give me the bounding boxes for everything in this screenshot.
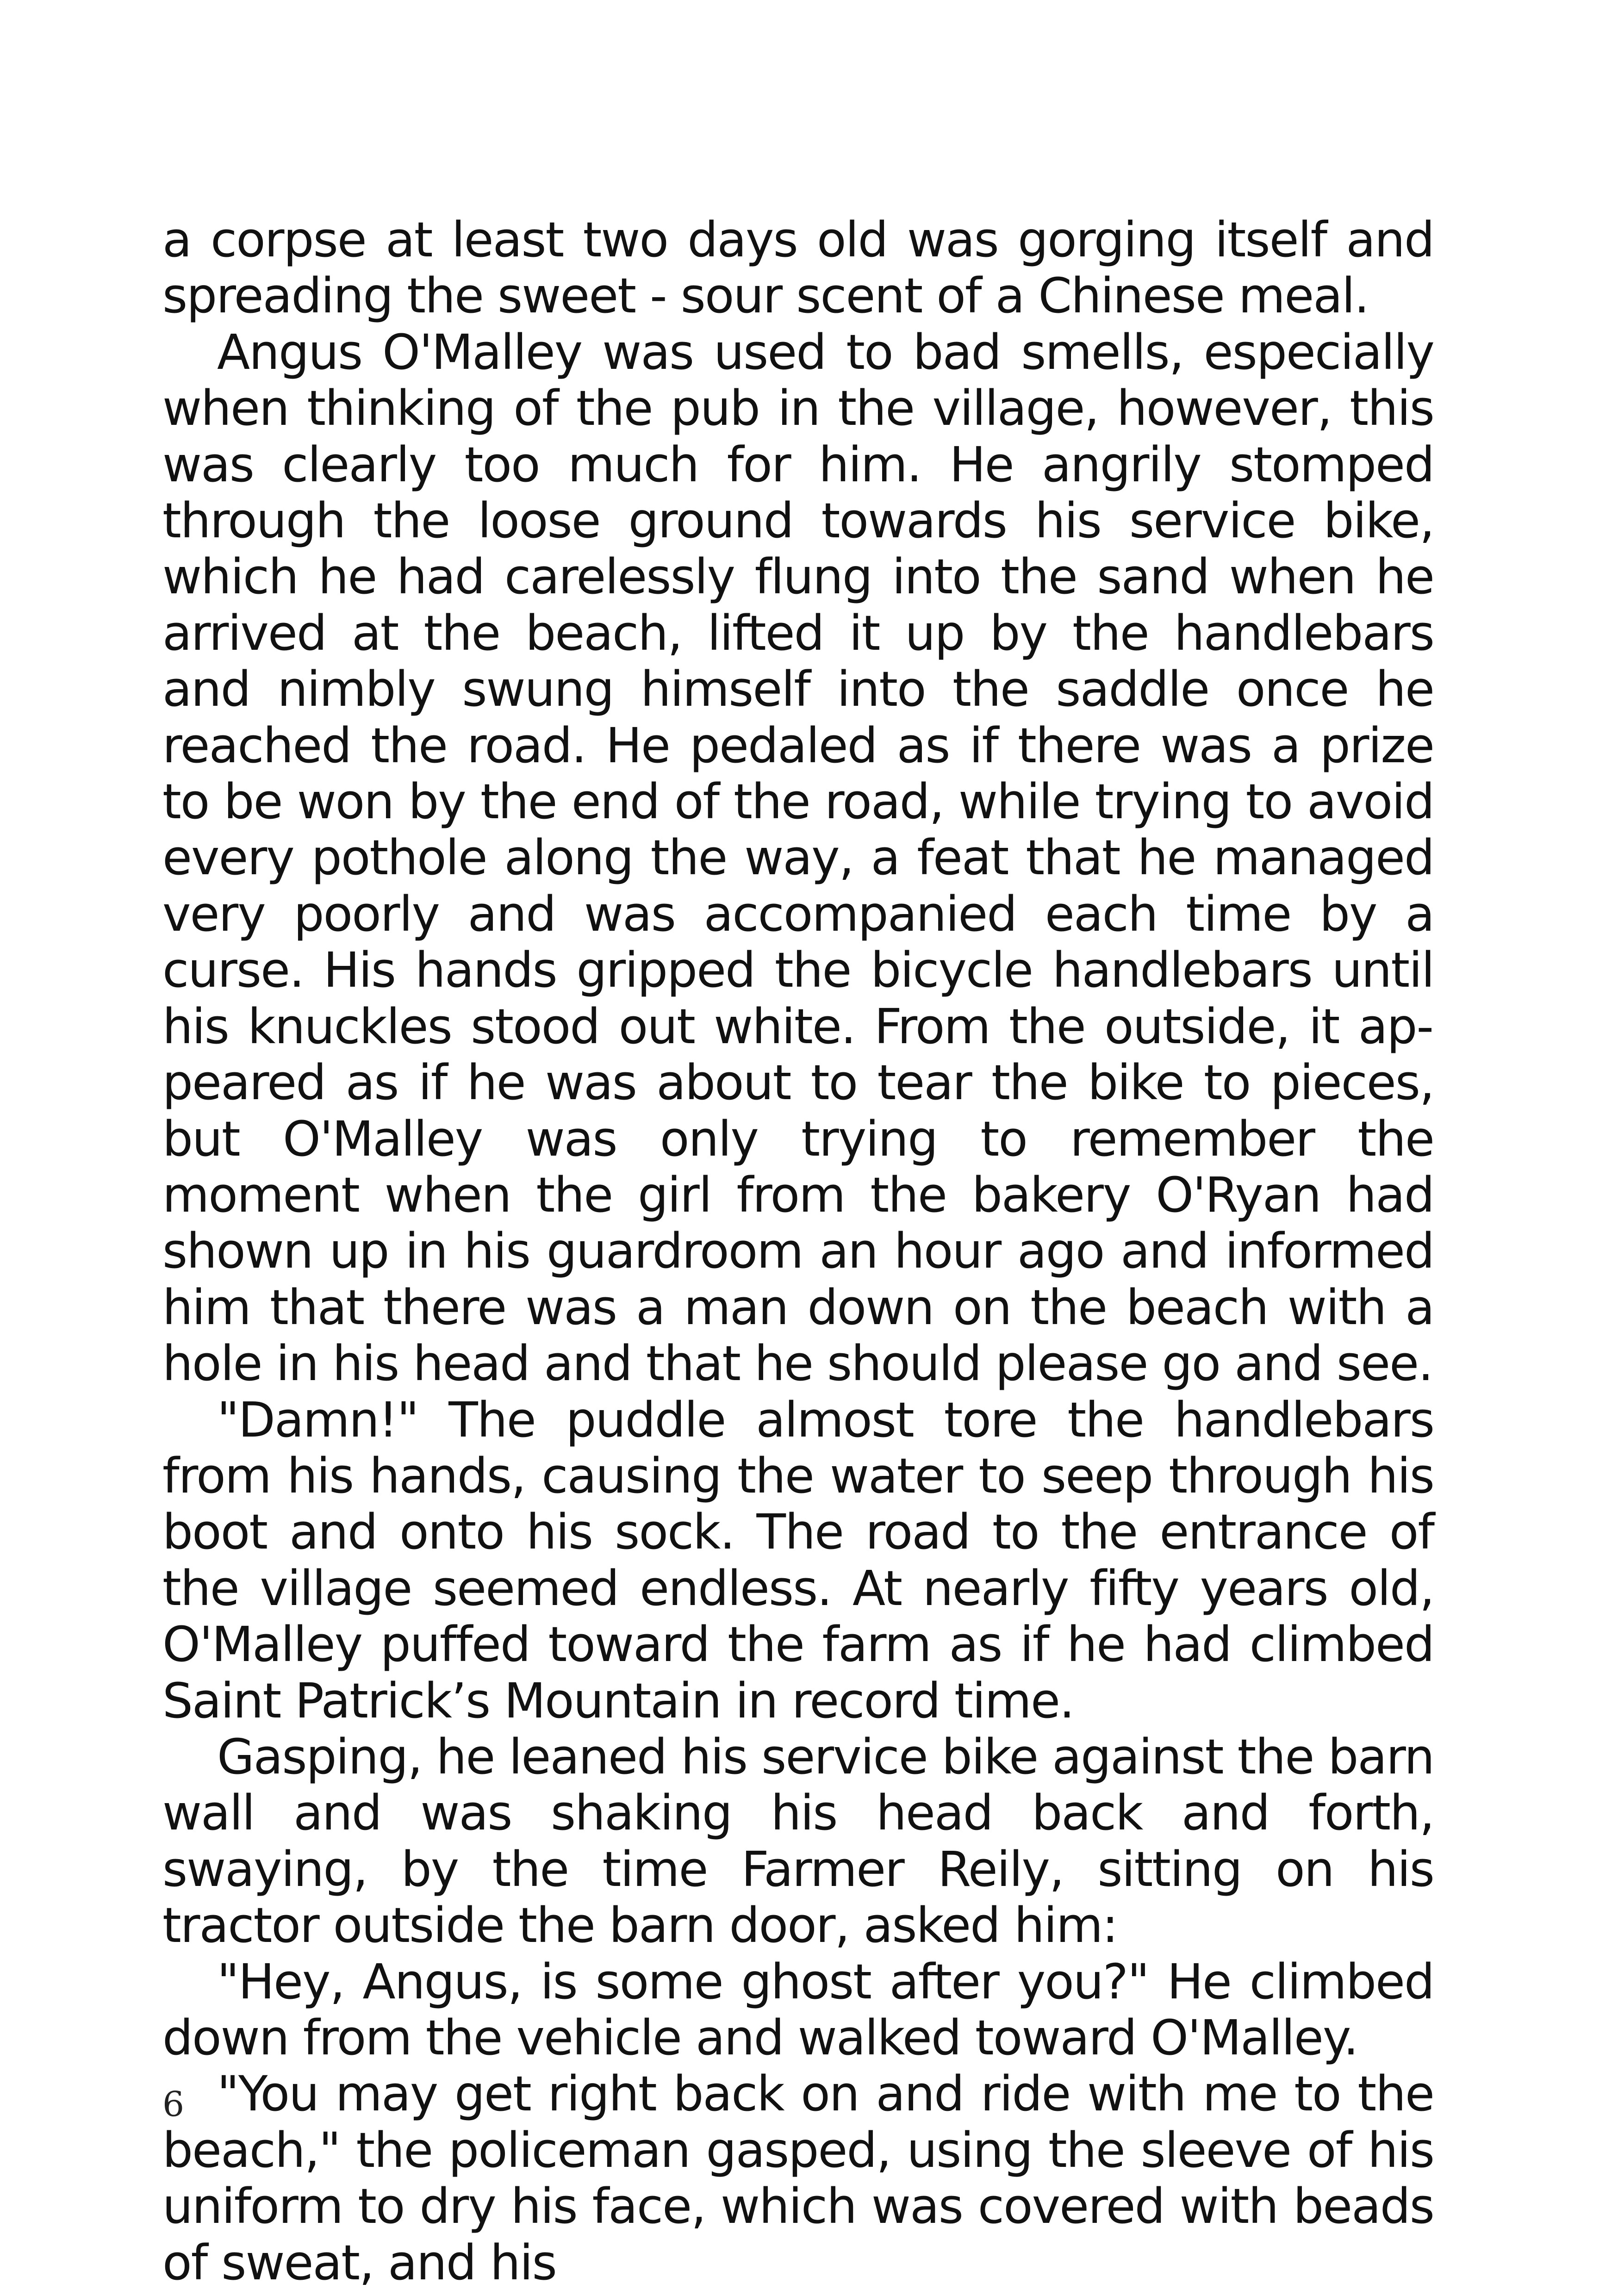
page-number: 6 xyxy=(162,2084,185,2124)
paragraph-gasping: Gasping, he leaned his service bike against the barn wall and was shaking his head back and forth, swaying, by the time Farmer Reily, sitting on his tractor outside the barn door, asked him: xyxy=(162,1728,1434,1954)
paragraph-ride-with-me: "You may get right back on and ride with me to the beach," the policeman gasped, using the sleeve of his uniform to dry his face, which was covered with beads of sweat, and his xyxy=(162,2066,1434,2291)
body-text xyxy=(162,212,1434,2291)
paragraph-hey-angus: "Hey, Angus, is some ghost after you?" He climbed down from the vehicle and walked toward O'Malley. xyxy=(162,1953,1434,2066)
paragraph-damn: "Damn!" The puddle almost tore the handlebars from his hands, causing the water to seep through his boot and onto his sock. The road to the entrance of the village seemed endless. At nearly fifty years old, O'Malley puffed toward the farm as if he had climbed Saint Patrick’s Mountain in record time. xyxy=(162,1391,1434,1729)
paragraph-angus-omalley: Angus O'Malley was used to bad smells, especially when thinking of the pub in the village, however, this was clearly too much for him. He angrily stomped through the loose ground towards his service bike, which he had carelessly flung into the sand when he arrived at the beach, lifted it up by the handlebars and nimbly swung himself into the saddle once he reached the road. He pedaled as if there was a prize to be won by the end of the road, while trying to avoid every pothole along the way, a feat that he managed very poorly and was accompanied each time by a curse. His hands gripped the bicycle handlebars until his knuckles stood out white. From the outside, it appeared as if he was about to tear the bike to pieces, but O'Malley was only trying to remember the moment when the girl from the bakery O'Ryan had shown up in his guardroom an hour ago and informed him that there was a man down on the beach with a hole in his head and that he should please go and see. xyxy=(162,324,1434,1392)
paragraph-continuation: a corpse at least two days old was gorging itself and spreading the sweet - sour scent of a Chinese meal. xyxy=(162,212,1434,324)
